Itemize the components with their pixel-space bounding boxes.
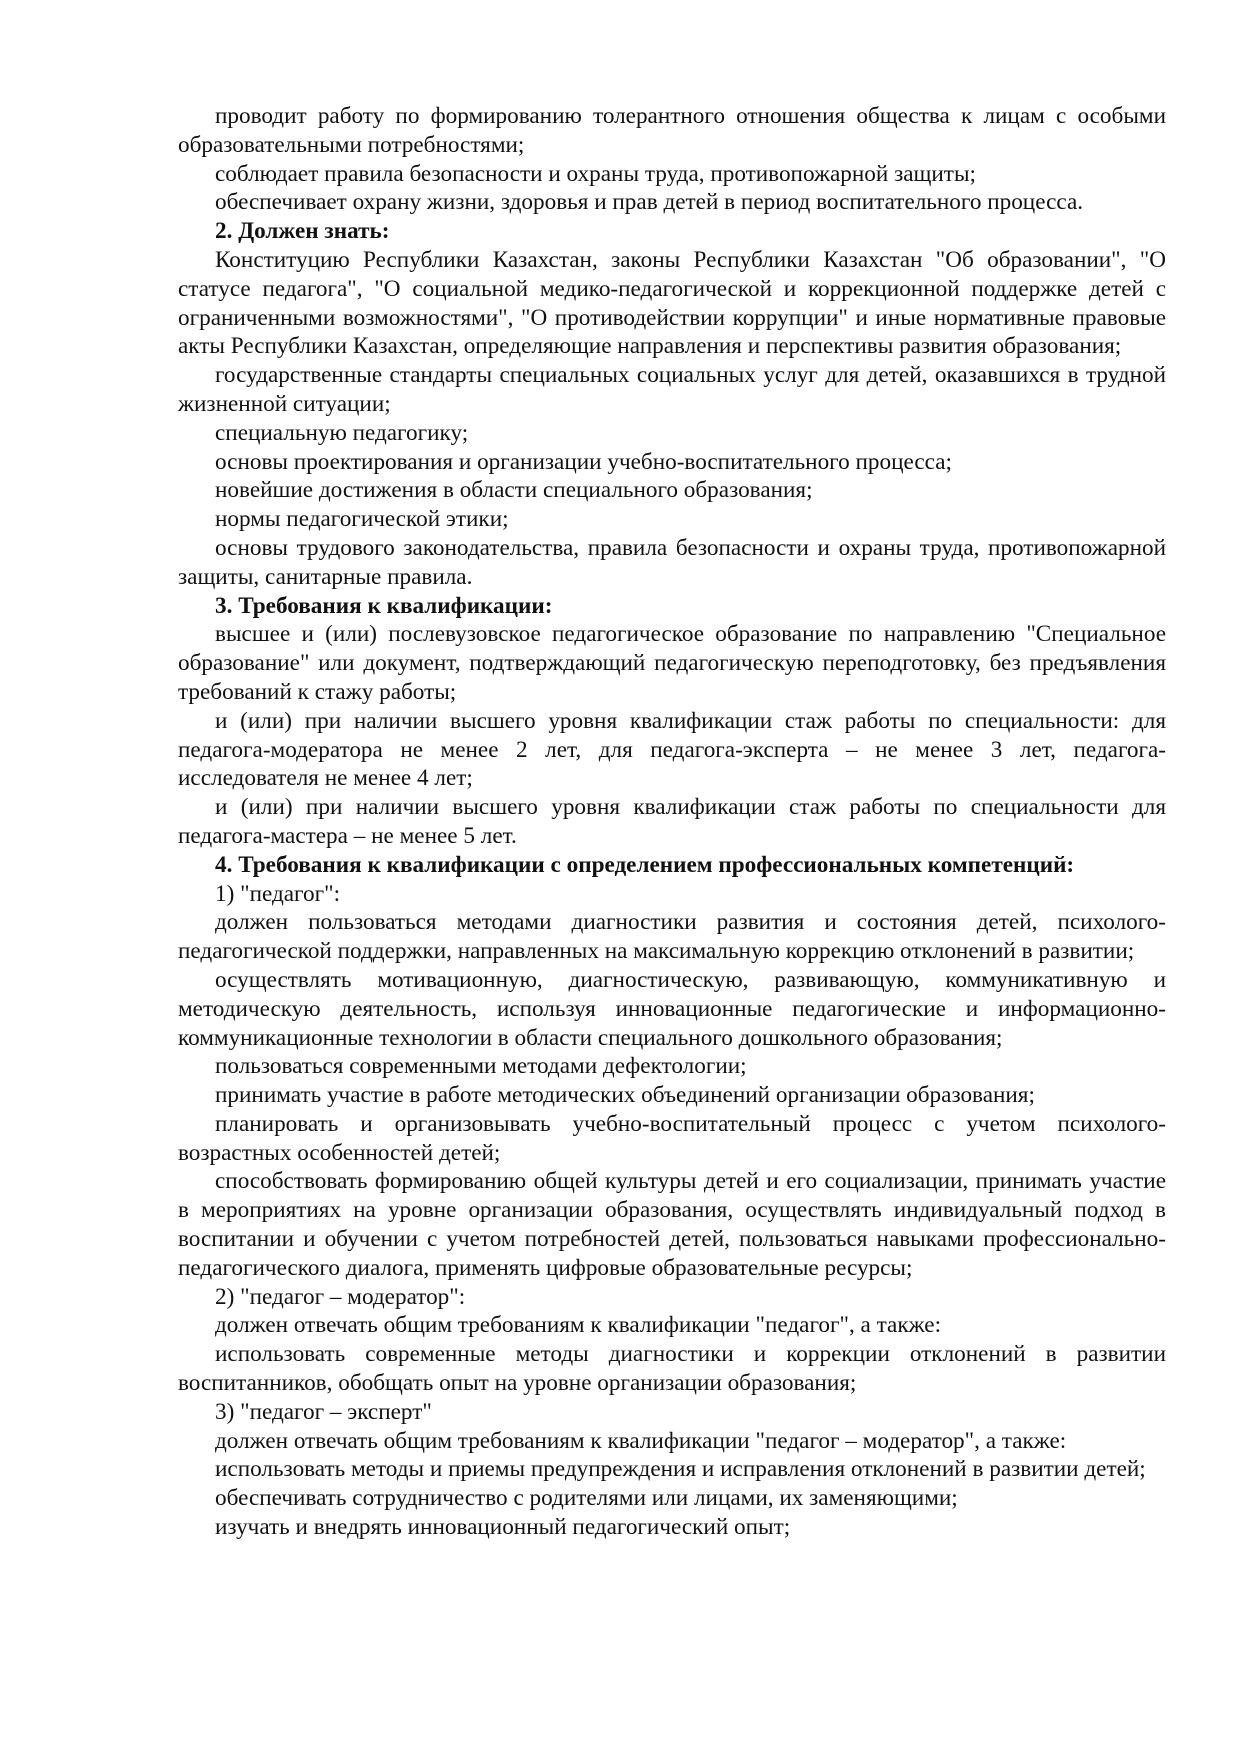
section-heading: 2. Должен знать: (215, 218, 390, 245)
paragraph: и (или) при наличии высшего уровня квалификации стаж работы по специальности: для педагога-модератора не менее 2 лет, для педагога-эксперта – не менее 3 лет, педагога-исследователя не менее 4 лет; (178, 707, 1166, 792)
paragraph: планировать и организовывать учебно-воспитательный процесс с учетом психолого-возрастных особенностей детей; (178, 1110, 1166, 1166)
paragraph: пользоваться современными методами дефектологии; (215, 1053, 747, 1080)
paragraph: использовать современные методы диагностики и коррекции отклонений в развитии воспитанников, обобщать опыт на уровне организации образования; (178, 1341, 1166, 1397)
paragraph: принимать участие в работе методических объединений организации образования; (215, 1082, 1035, 1109)
paragraph: обеспечивает охрану жизни, здоровья и прав детей в период воспитательного процесса. (215, 189, 1084, 216)
paragraph: 3) "педагог – эксперт" (215, 1398, 432, 1425)
paragraph: использовать методы и приемы предупреждения и исправления отклонений в развитии детей; (215, 1456, 1146, 1483)
paragraph: основы трудового законодательства, правила безопасности и охраны труда, противопожарной защиты, санитарные правила. (178, 534, 1166, 590)
paragraph: и (или) при наличии высшего уровня квалификации стаж работы по специальности для педагога-мастера – не менее 5 лет. (178, 794, 1166, 849)
paragraph: способствовать формированию общей культуры детей и его социализации, принимать участие в мероприятиях на уровне организации образования, осуществлять индивидуальный подход в воспитании и обучении с учетом потребностей детей, пользоваться навыками профессионально-педагогического диалога, применять цифровые образовательные ресурсы; (178, 1168, 1166, 1281)
paragraph: новейшие достижения в области специального образования; (215, 477, 813, 504)
paragraph: должен отвечать общим требованиям к квалификации "педагог – модератор", а также: (215, 1427, 1067, 1454)
paragraph: обеспечивать сотрудничество с родителями или лицами, их заменяющими; (215, 1485, 958, 1512)
paragraph: должен отвечать общим требованиям к квалификации "педагог", а также: (215, 1312, 942, 1339)
paragraph: специальную педагогику; (215, 419, 469, 446)
paragraph: осуществлять мотивационную, диагностическую, развивающую, коммуникативную и методическую деятельность, используя инновационные педагогические и информационно-коммуникационные технологии в области специального дошкольного образования; (178, 966, 1166, 1051)
section-heading: 3. Требования к квалификации: (215, 592, 553, 619)
section-heading: 4. Требования к квалификации с определением профессиональных компетенций: (215, 851, 1075, 878)
paragraph: 2) "педагог – модератор": (215, 1283, 466, 1310)
paragraph: изучать и внедрять инновационный педагогический опыт; (215, 1514, 791, 1541)
paragraph: 1) "педагог": (215, 880, 341, 907)
paragraph: государственные стандарты специальных социальных услуг для детей, оказавшихся в трудной жизненной ситуации; (178, 362, 1166, 417)
document-body (178, 102, 1166, 1542)
paragraph: должен пользоваться методами диагностики развития и состояния детей, психолого-педагогической поддержки, направленных на максимальную коррекцию отклонений в развитии; (178, 909, 1166, 965)
paragraph: высшее и (или) послевузовское педагогическое образование по направлению "Специальное образование" или документ, подтверждающий педагогическую переподготовку, без предъявления требований к стажу работы; (178, 621, 1166, 705)
paragraph: нормы педагогической этики; (215, 506, 509, 533)
paragraph: соблюдает правила безопасности и охраны труда, противопожарной защиты; (215, 160, 976, 187)
paragraph: Конституцию Республики Казахстан, законы Республики Казахстан "Об образовании", "О статусе педагога", "О социальной медико-педагогической и коррекционной поддержке детей с ограниченными возможностями", "О противодействии коррупции" и иные нормативные правовые акты Республики Казахстан, определяющие направления и перспективы развития образования; (178, 246, 1166, 360)
paragraph: проводит работу по формированию толерантного отношения общества к лицам с особыми образовательными потребностями; (178, 103, 1166, 158)
paragraph: основы проектирования и организации учебно-воспитательного процесса; (215, 448, 952, 475)
